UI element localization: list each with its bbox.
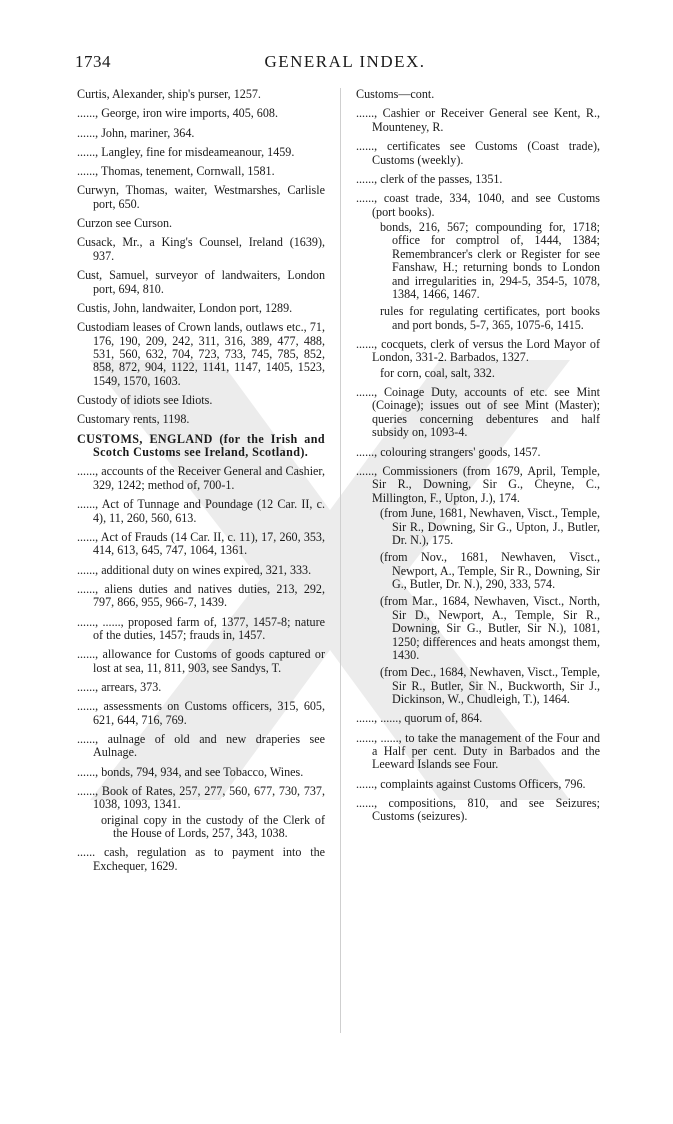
index-entry: ......, coast trade, 334, 1040, and see Customs (port books). [356,191,600,219]
index-entry: ......, ......, to take the management of the Four and a Half per cent. Duty in Barbados and the Leeward Islands see Four. [356,730,600,772]
index-entry: ......, assessments on Customs officers, 315, 605, 621, 644, 716, 769. [77,699,325,727]
index-entry: ......, Cashier or Receiver General see Kent, R., Mounteney, R. [356,106,600,134]
index-entry: ......, certificates see Customs (Coast trade), Customs (weekly). [356,139,600,167]
index-entry: ......, colouring strangers' goods, 1457. [356,444,541,459]
index-entry: ......, arrears, 373. [77,679,162,694]
index-entry: ......, ......, proposed farm of, 1377, 1457-8; nature of the duties, 1457; frauds in, 1457. [77,614,325,642]
index-entry: Custis, John, landwaiter, London port, 1289. [77,300,293,315]
index-subentry: rules for regulating certificates, port books and port bonds, 5-7, 365, 1075-6, 1415. [380,304,600,332]
index-entry: ......, Langley, fine for misdeameanour, 1459. [77,144,295,159]
index-entry: ......, Book of Rates, 257, 277, 560, 677, 730, 737, 1038, 1093, 1341. [77,783,325,812]
index-subentry: (from Mar., 1684, Newhaven, Visct., North, Sir D., Newport, A., Temple, Sir R., Downing, Sir G., Butler, Sir N.), 1081, 1250; differences and heats amongst them, 1430. [380,594,600,662]
index-entry: ......, complaints against Customs Officers, 796. [356,776,586,791]
index-entry: Curwyn, Thomas, waiter, Westmarshes, Carlisle port, 650. [77,183,325,211]
index-entry: ......, clerk of the passes, 1351. [356,171,503,186]
index-entry: ......, accounts of the Receiver General and Cashier, 329, 1242; method of, 700-1. [77,464,325,492]
index-entry: Curzon see Curson. [77,216,173,231]
index-entry: ......, ......, quorum of, 864. [356,711,483,726]
index-subentry: (from Dec., 1684, Newhaven, Visct., Temple, Sir R., Butler, Sir N., Buckworth, Sir J., Dickinson, W., Chudleigh, T.), 1464. [380,665,600,707]
index-entry: ......, Act of Tunnage and Poundage (12 Car. II, c. 4), 11, 260, 560, 613. [77,497,325,525]
column-divider [340,88,341,1033]
index-entry: Customary rents, 1198. [77,412,190,427]
index-subentry: (from Nov., 1681, Newhaven, Visct., Newport, A., Temple, Sir R., Downing, Sir G., Butler, Dr. N.), 290, 333, 574. [380,550,600,592]
index-entry: ......, George, iron wire imports, 405, 608. [77,106,278,121]
index-entry: Cusack, Mr., a King's Counsel, Ireland (1639), 937. [77,235,325,263]
right-column [356,88,600,830]
index-entry: ......, Commissioners (from 1679, April, Temple, Sir R., Downing, Sir G., Cheyne, C., Millington, F., Upton, J.), 174. [356,463,600,505]
index-subentry: (from June, 1681, Newhaven, Visct., Temple, Sir R., Downing, Sir G., Upton, J., Butler, Dr. N.), 175. [380,506,600,547]
index-subentry: bonds, 216, 567; compounding for, 1718; office for comptrol of, 1444, 1384; Remembrancer's clerk or Register for see Fanshaw, H.; returning bonds to London and irregularities in, 294-5, 354-5, 1078, 1384, 1466, 1467. [380,219,600,301]
index-entry: Custodiam leases of Crown lands, outlaws etc., 71, 176, 190, 209, 242, 311, 316, 389, 477, 488, 531, 560, 632, 704, 723, 733, 745, 785, 852, 858, 872, 904, 1122, 1141, 1147, 1405, 1523, 1549, 1570, 1603. [77,320,325,388]
index-entry: ......, Act of Frauds (14 Car. II, c. 11), 17, 260, 353, 414, 613, 645, 747, 1064, 1361. [77,529,325,558]
left-column [77,88,325,879]
index-entry: Custody of idiots see Idiots. [77,393,213,408]
index-heading: CUSTOMS, ENGLAND (for the Irish and Scotch Customs see Ireland, Scotland). [77,431,325,460]
continued-heading: Customs—cont. [356,87,435,101]
page-number: 1734 [75,52,111,71]
index-entry: ......, Coinage Duty, accounts of etc. see Mint (Coinage); issues out of see Mint (Master); queries concerning debentures and half subsidy on, 1093-4. [356,385,600,440]
page-header [75,52,615,76]
index-subentry: original copy in the custody of the Clerk of the House of Lords, 257, 343, 1038. [101,812,325,841]
index-entry: ......, bonds, 794, 934, and see Tobacco, Wines. [77,764,304,779]
index-entry: Curtis, Alexander, ship's purser, 1257. [77,87,261,101]
index-entry: ......, compositions, 810, and see Seizures; Customs (seizures). [356,796,600,824]
index-entry: ......, cocquets, clerk of versus the Lord Mayor of London, 331-2. Barbados, 1327. [356,336,600,365]
index-entry: ...... cash, regulation as to payment into the Exchequer, 1629. [77,845,325,873]
index-entry: ......, John, mariner, 364. [77,125,195,140]
index-entry: ......, aliens duties and natives duties, 213, 292, 797, 866, 955, 966-7, 1439. [77,581,325,610]
index-entry: ......, additional duty on wines expired, 321, 333. [77,562,312,577]
page-title: GENERAL INDEX. [264,52,426,71]
index-entry: Cust, Samuel, surveyor of landwaiters, London port, 694, 810. [77,268,325,296]
index-entry: ......, allowance for Customs of goods captured or lost at sea, 11, 811, 903, see Sandys, T. [77,647,325,675]
index-subentry: for corn, coal, salt, 332. [380,365,495,380]
index-entry: ......, aulnage of old and new draperies see Aulnage. [77,731,325,760]
index-entry: ......, Thomas, tenement, Cornwall, 1581. [77,164,275,179]
